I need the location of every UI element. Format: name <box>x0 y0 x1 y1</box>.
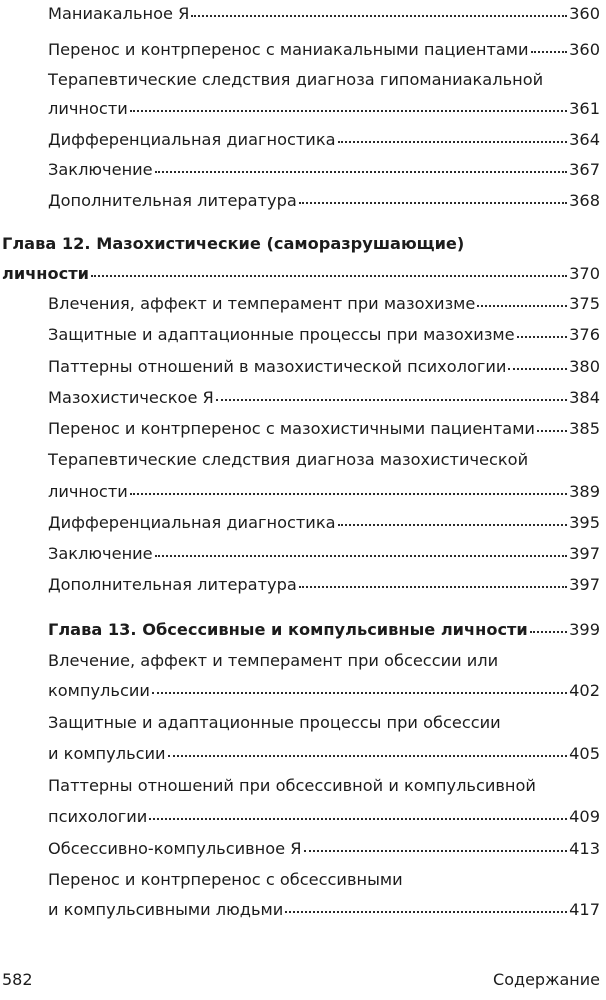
toc-entry-title: Дополнительная литература <box>48 191 297 210</box>
toc-entry <box>48 355 600 379</box>
toc-entry <box>48 417 600 441</box>
toc-chapter-entry <box>48 618 600 642</box>
toc-entry-title: Заключение <box>48 160 153 179</box>
toc-entry-page: 384 <box>569 388 600 407</box>
toc-entry-title: Паттерны отношений в мазохистической психологии <box>48 357 507 376</box>
toc-entry <box>48 189 600 213</box>
toc-entry-page: 413 <box>569 839 600 858</box>
toc-entry-title-line1: Терапевтические следствия диагноза гипоманиакальной <box>48 70 544 89</box>
dot-leader <box>531 51 568 53</box>
toc-entry-title: Обсессивно-компульсивное Я <box>48 839 302 858</box>
dot-leader <box>285 911 567 913</box>
dot-leader <box>338 524 568 526</box>
dot-leader <box>155 555 567 557</box>
toc-entry <box>48 679 600 703</box>
toc-entry-title: личности <box>48 482 128 501</box>
toc-entry <box>48 573 600 597</box>
dot-leader <box>517 336 567 338</box>
toc-entry-title-line1: Терапевтические следствия диагноза мазохистической <box>48 450 529 469</box>
toc-entry-page: 402 <box>569 681 600 700</box>
toc-entry-title: Глава 13. Обсессивные и компульсивные личности <box>48 620 528 639</box>
toc-entry-page: 375 <box>569 294 600 313</box>
toc-entry <box>48 837 600 861</box>
toc-entry <box>48 480 600 504</box>
toc-entry-title: Заключение <box>48 544 153 563</box>
running-footer-section: Содержание <box>493 970 600 989</box>
dot-leader <box>299 586 567 588</box>
dot-leader <box>191 15 567 17</box>
toc-entry <box>48 128 600 152</box>
toc-entry-page: 409 <box>569 807 600 826</box>
toc-entry-title: психологии <box>48 807 148 826</box>
toc-entry <box>48 511 600 535</box>
dot-leader <box>537 430 567 432</box>
toc-entry <box>48 2 600 26</box>
dot-leader <box>149 818 567 820</box>
toc-entry-page: 360 <box>569 40 600 59</box>
dot-leader <box>152 692 567 694</box>
dot-leader <box>477 305 567 307</box>
toc-entry-title-line1: Перенос и контрперенос с обсессивными <box>48 870 403 889</box>
toc-entry-page: 376 <box>569 325 600 344</box>
toc-entry-page: 397 <box>569 575 600 594</box>
toc-entry <box>48 542 600 566</box>
dot-leader <box>216 399 567 401</box>
toc-entry-title: и компульсивными людьми <box>48 900 284 919</box>
toc-entry <box>48 386 600 410</box>
toc-entry-title: Влечения, аффект и темперамент при мазохизме <box>48 294 476 313</box>
toc-entry-title: Защитные и адаптационные процессы при мазохизме <box>48 325 515 344</box>
dot-leader <box>299 202 567 204</box>
toc-entry-page: 399 <box>569 620 600 639</box>
toc-entry <box>48 742 600 766</box>
toc-entry-page: 405 <box>569 744 600 763</box>
toc-entry <box>48 97 600 121</box>
toc-entry-page: 368 <box>569 191 600 210</box>
toc-entry-page: 417 <box>569 900 600 919</box>
toc-entry-title: компульсии <box>48 681 150 700</box>
dot-leader <box>91 275 567 277</box>
toc-entry <box>48 805 600 829</box>
toc-entry <box>48 38 600 62</box>
dot-leader <box>304 850 568 852</box>
toc-entry-title: Дифференциальная диагностика <box>48 130 336 149</box>
toc-entry-title: личности <box>2 264 89 283</box>
toc-entry-page: 389 <box>569 482 600 501</box>
dot-leader <box>130 110 567 112</box>
dot-leader <box>338 141 568 143</box>
toc-entry-title: Перенос и контрперенос с мазохистичными пациентами <box>48 419 535 438</box>
toc-entry-page: 364 <box>569 130 600 149</box>
toc-entry-page: 361 <box>569 99 600 118</box>
toc-entry-page: 395 <box>569 513 600 532</box>
toc-entry-page: 370 <box>569 264 600 283</box>
toc-entry-title: личности <box>48 99 128 118</box>
toc-entry-page: 367 <box>569 160 600 179</box>
page-number: 582 <box>2 970 33 989</box>
toc-entry-title-line1: Паттерны отношений при обсессивной и компульсивной <box>48 776 536 795</box>
toc-entry-page: 380 <box>569 357 600 376</box>
toc-entry-page: 385 <box>569 419 600 438</box>
dot-leader <box>155 171 567 173</box>
toc-entry-title-line1: Влечение, аффект и темперамент при обсессии или <box>48 651 499 670</box>
toc-entry-title: Маниакальное Я <box>48 4 190 23</box>
toc-entry-title-line1: Защитные и адаптационные процессы при обсессии <box>48 713 501 732</box>
toc-entry-title: Дифференциальная диагностика <box>48 513 336 532</box>
toc-entry-title: Перенос и контрперенос с маниакальными пациентами <box>48 40 529 59</box>
toc-entry-title: Дополнительная литература <box>48 575 297 594</box>
toc-entry <box>48 323 600 347</box>
dot-leader <box>168 755 568 757</box>
toc-entry <box>48 158 600 182</box>
toc-entry-title: Мазохистическое Я <box>48 388 214 407</box>
toc-entry-title: и компульсии <box>48 744 166 763</box>
dot-leader <box>508 368 567 370</box>
chapter-heading-line1: Глава 12. Мазохистические (саморазрушающие) <box>2 234 465 253</box>
dot-leader <box>130 493 567 495</box>
toc-entry-page: 360 <box>569 4 600 23</box>
dot-leader <box>530 631 567 633</box>
toc-entry-page: 397 <box>569 544 600 563</box>
toc-entry <box>48 898 600 922</box>
toc-chapter-entry <box>2 262 600 286</box>
toc-entry <box>48 292 600 316</box>
